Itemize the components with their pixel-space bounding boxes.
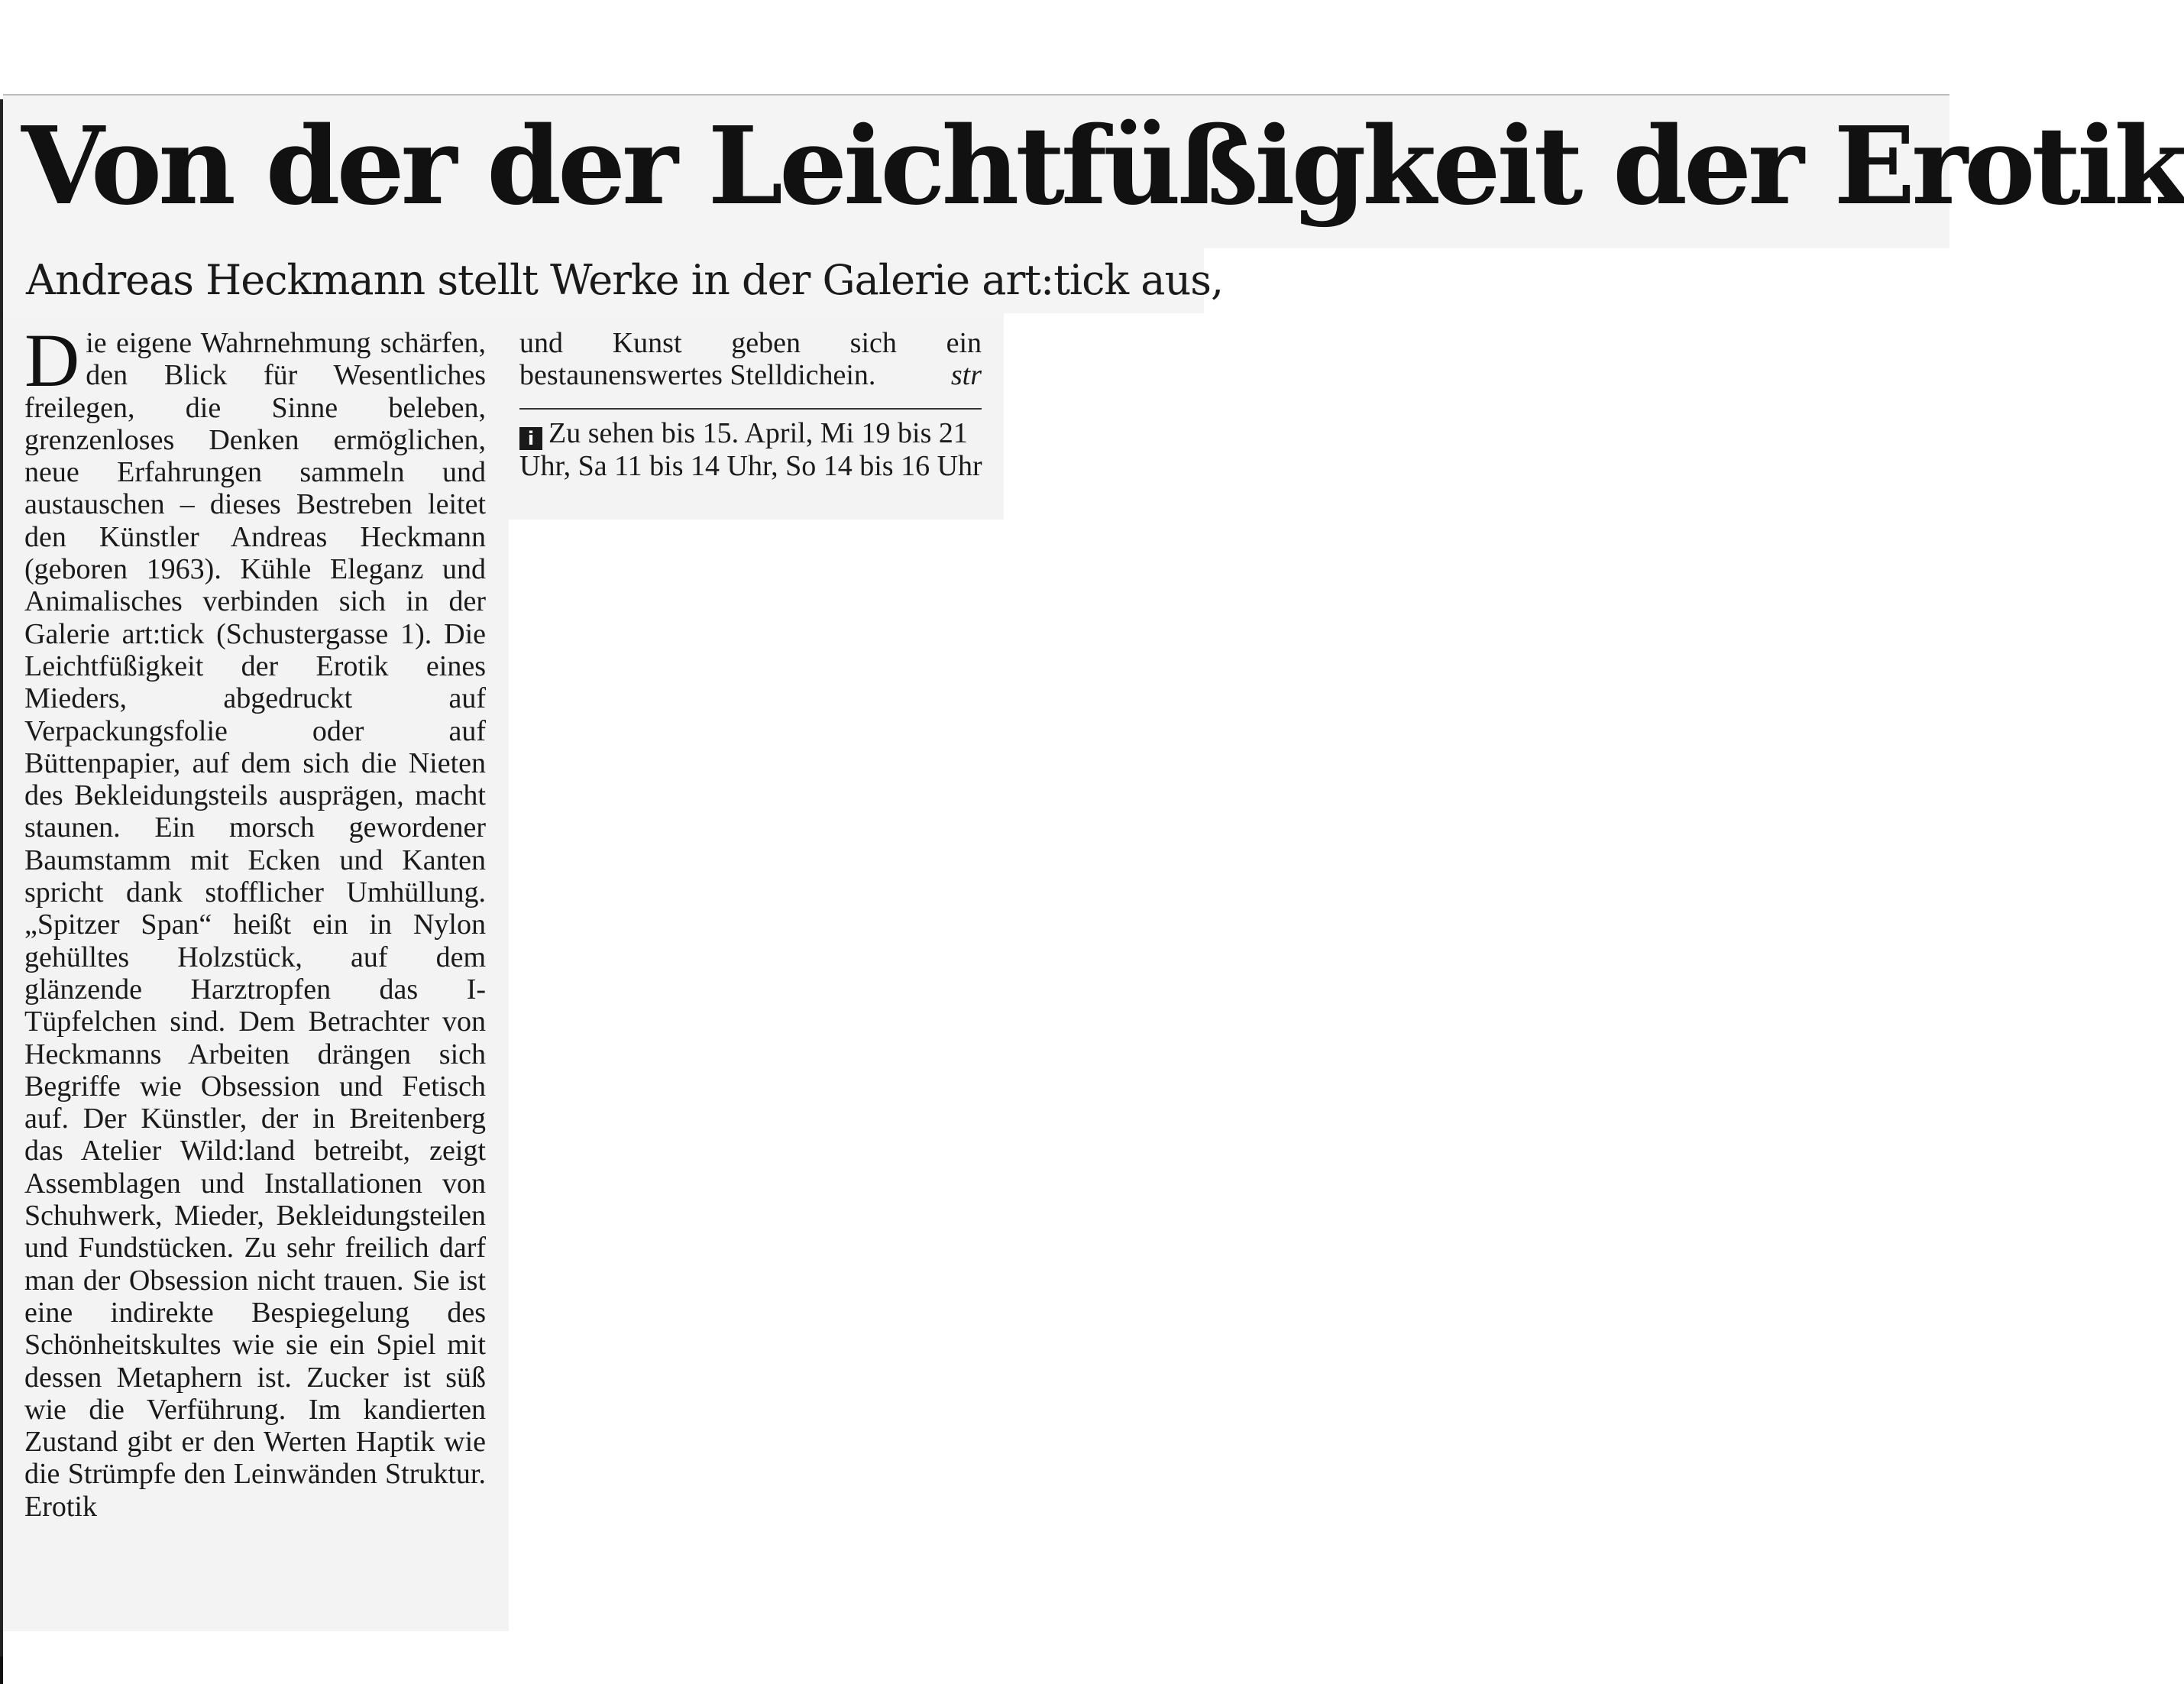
scan-edge-bottom [0, 1656, 3, 1684]
clipping-top-edge [3, 94, 1949, 96]
drop-cap: D [24, 318, 80, 403]
article-body-text: ie eigene Wahrnehmung schärfen, den Blick für Wesentliches freilegen, die Sinne beleben, grenzenloses Denken ermöglichen, neue Erfahrungen sammeln und austauschen – dieses Bestreben leitet den Künstler Andreas Heckmann (geboren 1963). Kühle Eleganz und Animalisches verbinden sich in der Galerie art:tick (Schustergasse 1). Die Leichtfüßigkeit der Erotik eines Mieders, abgedruckt auf Verpackungsfolie oder auf Büttenpapier, auf dem sich die Nieten des Bekleidungsteils ausprägen, macht staunen. Ein morsch gewordener Baumstamm mit Ecken und Kanten spricht dank stofflicher Umhüllung. „Spitzer Span“ heißt ein in Nylon gehülltes Holzstück, auf dem glänzende Harztropfen das I-Tüpfelchen sind. Dem Betrachter von Heckmanns Arbeiten drängen sich Begriffe wie Obsession und Fetisch auf. Der Künstler, der in Breitenberg das Atelier Wild:land betreibt, zeigt Assemblagen und Installationen von Schuhwerk, Mieder, Bekleidungsteilen und Fundstücken. Zu sehr freilich darf man der Obsession nicht trauen. Sie ist eine indirekte Bespiegelung des Schönheitskultes wie sie ein Spiel mit dessen Metaphern ist. Zucker ist süß wie die Verführung. Im kandierten Zustand gibt er den Werten Haptik wie die Strümpfe den Leinwänden Struktur. Erotik [24, 327, 486, 1523]
info-icon: i [519, 427, 542, 450]
info-divider [519, 408, 982, 410]
article-headline: Von der der Leichtfüßigkeit der Erotik [21, 104, 2184, 229]
article-body-continuation: und Kunst geben sich ein bestaunenswertes Stelldichein. [519, 327, 982, 392]
article-body-left-column [24, 318, 486, 1523]
exhibition-info-text: Zu sehen bis 15. April, Mi 19 bis 21 Uhr, Sa 11 bis 14 Uhr, So 14 bis 16 Uhr [519, 417, 982, 482]
article-subheadline: Andreas Heckmann stellt Werke in der Galerie art:tick aus, [26, 256, 1224, 304]
article-body-right-column [519, 327, 982, 392]
exhibition-info [519, 417, 985, 482]
author-initials: str [950, 359, 982, 392]
